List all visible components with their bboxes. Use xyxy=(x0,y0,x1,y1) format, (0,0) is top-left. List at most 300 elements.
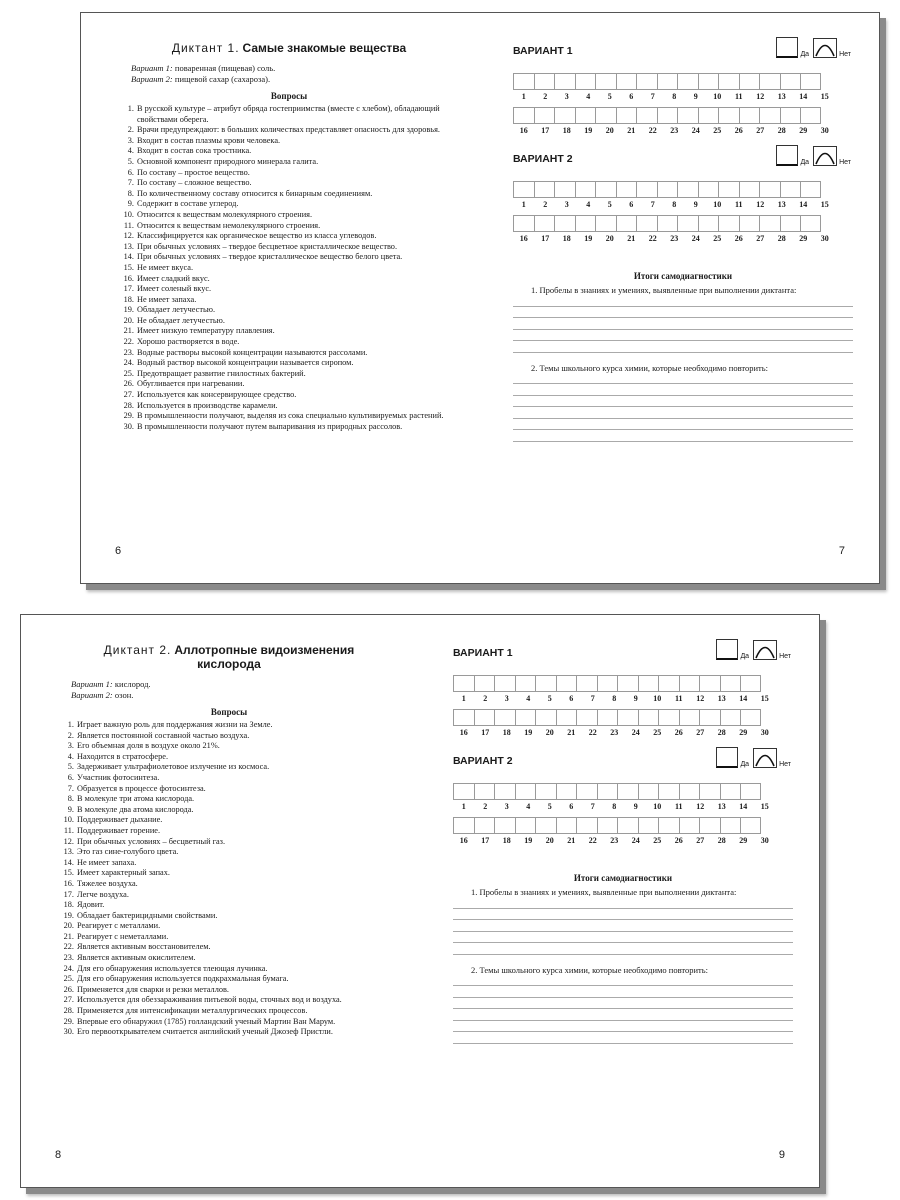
answer-line[interactable] xyxy=(453,1032,793,1044)
answer-cell[interactable] xyxy=(515,817,536,834)
answer-cell[interactable] xyxy=(515,709,536,726)
answer-line[interactable] xyxy=(513,407,853,419)
answer-line[interactable] xyxy=(513,384,853,396)
answer-cell[interactable] xyxy=(638,675,659,692)
answer-cell[interactable] xyxy=(780,73,801,90)
answer-cell[interactable] xyxy=(679,675,700,692)
grid-number: 5 xyxy=(607,92,612,101)
answer-cell[interactable] xyxy=(453,783,474,800)
answer-cell[interactable] xyxy=(698,107,719,124)
question-item xyxy=(59,879,399,890)
answer-cell[interactable] xyxy=(616,73,637,90)
answer-cell[interactable] xyxy=(453,817,474,834)
grid-number: 19 xyxy=(524,728,533,737)
answer-cell[interactable] xyxy=(636,181,657,198)
answer-cell[interactable] xyxy=(556,675,577,692)
grid-number: 15 xyxy=(760,694,769,703)
grid-number: 28 xyxy=(777,126,786,135)
legend-no: Нет xyxy=(839,159,851,166)
question-text: Реагирует с металлами. xyxy=(77,921,161,931)
grid-number: 19 xyxy=(584,234,593,243)
legend-yes: Да xyxy=(800,51,810,58)
answer-cell[interactable] xyxy=(534,107,555,124)
answer-cell[interactable] xyxy=(800,215,821,232)
answer-cell[interactable] xyxy=(474,817,495,834)
answer-cell[interactable] xyxy=(739,181,760,198)
grid-number: 16 xyxy=(519,234,528,243)
question-item xyxy=(119,104,459,125)
answer-line[interactable] xyxy=(513,396,853,408)
answer-line[interactable] xyxy=(453,986,793,998)
answer-grid-row1[interactable] xyxy=(513,181,853,198)
grid-number: 8 xyxy=(612,802,617,811)
grid-number: 1 xyxy=(461,694,466,703)
left-page xyxy=(59,643,399,1038)
variant-descriptions xyxy=(71,679,399,701)
grid-number: 23 xyxy=(610,836,619,845)
grid-number: 2 xyxy=(483,802,488,811)
answer-cell[interactable] xyxy=(597,817,618,834)
answer-cell[interactable] xyxy=(575,73,596,90)
grid-number: 10 xyxy=(713,92,722,101)
answer-cell[interactable] xyxy=(554,181,575,198)
answer-cell[interactable] xyxy=(657,107,678,124)
answer-line[interactable] xyxy=(453,897,793,909)
answer-cell[interactable] xyxy=(698,215,719,232)
answer-cell[interactable] xyxy=(616,181,637,198)
grid-numbers-row2 xyxy=(453,836,793,845)
answer-cell[interactable] xyxy=(718,107,739,124)
answer-cell[interactable] xyxy=(494,783,515,800)
question-number: 24. xyxy=(123,358,134,368)
question-item xyxy=(59,784,399,795)
answer-cell[interactable] xyxy=(595,181,616,198)
question-item xyxy=(59,1027,399,1038)
grid-number: 4 xyxy=(586,200,591,209)
question-item xyxy=(119,348,459,359)
grid-number: 29 xyxy=(799,234,808,243)
question-text: По составу – простое вещество. xyxy=(137,167,250,177)
answer-grid-row1[interactable] xyxy=(453,675,793,692)
answer-line[interactable] xyxy=(513,295,853,307)
variant1-label: Вариант 1: xyxy=(71,679,113,689)
answer-cell[interactable] xyxy=(576,675,597,692)
grid-number: 8 xyxy=(672,200,677,209)
question-text: Ядовит. xyxy=(77,900,105,910)
answer-grid-row1[interactable] xyxy=(513,73,853,90)
answer-cell[interactable] xyxy=(759,107,780,124)
question-number: 24. xyxy=(63,963,74,973)
answer-line[interactable] xyxy=(513,330,853,342)
page-number-left: 6 xyxy=(115,545,122,557)
question-item xyxy=(119,284,459,295)
answer-line[interactable] xyxy=(513,318,853,330)
answer-grid-row2[interactable] xyxy=(453,817,793,834)
answer-legend xyxy=(776,37,851,58)
question-number: 16. xyxy=(123,273,134,283)
legend-no: Нет xyxy=(779,653,791,660)
question-item xyxy=(59,815,399,826)
grid-number: 8 xyxy=(672,92,677,101)
answer-cell[interactable] xyxy=(576,783,597,800)
answer-cell[interactable] xyxy=(638,817,659,834)
question-number: 26. xyxy=(123,379,134,389)
question-item xyxy=(59,900,399,911)
answer-cell[interactable] xyxy=(739,73,760,90)
question-number: 25. xyxy=(63,974,74,984)
legend-no: Нет xyxy=(839,51,851,58)
grid-number: 6 xyxy=(569,802,574,811)
question-text: Обладает летучестью. xyxy=(137,305,216,315)
answer-cell[interactable] xyxy=(718,73,739,90)
answer-cell[interactable] xyxy=(513,107,534,124)
question-number: 22. xyxy=(63,942,74,952)
answer-cell[interactable] xyxy=(535,709,556,726)
variant1-title: ВАРИАНТ 1 xyxy=(513,45,573,57)
question-item xyxy=(59,773,399,784)
grid-number: 17 xyxy=(481,836,490,845)
question-item xyxy=(59,921,399,932)
grid-number: 19 xyxy=(584,126,593,135)
question-text: Не имеет запаха. xyxy=(77,857,137,867)
grid-number: 14 xyxy=(739,694,748,703)
answer-cell[interactable] xyxy=(718,181,739,198)
question-item xyxy=(119,422,459,433)
grid-number: 9 xyxy=(633,694,638,703)
answer-cell[interactable] xyxy=(677,107,698,124)
answer-cell[interactable] xyxy=(617,817,638,834)
answer-cell[interactable] xyxy=(658,817,679,834)
answer-cell[interactable] xyxy=(494,817,515,834)
left-page xyxy=(119,41,459,432)
question-item xyxy=(119,125,459,136)
grid-number: 5 xyxy=(547,694,552,703)
answer-cell[interactable] xyxy=(720,675,741,692)
answer-cell[interactable] xyxy=(638,783,659,800)
yes-box-icon xyxy=(716,747,738,768)
question-text: Образуется в процессе фотосинтеза. xyxy=(77,783,206,793)
answer-cell[interactable] xyxy=(679,709,700,726)
answer-cell[interactable] xyxy=(595,73,616,90)
answer-cell[interactable] xyxy=(800,181,821,198)
answer-cell[interactable] xyxy=(636,215,657,232)
answer-grid-row2[interactable] xyxy=(513,107,853,124)
answer-cell[interactable] xyxy=(616,107,637,124)
answer-cell[interactable] xyxy=(617,783,638,800)
answer-line[interactable] xyxy=(513,373,853,385)
answer-cell[interactable] xyxy=(535,817,556,834)
answer-cell[interactable] xyxy=(556,817,577,834)
grid-number: 27 xyxy=(756,126,765,135)
answer-cell[interactable] xyxy=(575,215,596,232)
variant2-label: Вариант 2: xyxy=(131,74,173,84)
answer-cell[interactable] xyxy=(575,107,596,124)
question-item xyxy=(59,890,399,901)
answer-cell[interactable] xyxy=(513,215,534,232)
grid-number: 30 xyxy=(820,234,829,243)
answer-line[interactable] xyxy=(513,419,853,431)
grid-number: 17 xyxy=(481,728,490,737)
answer-line[interactable] xyxy=(453,998,793,1010)
answer-cell[interactable] xyxy=(718,215,739,232)
answer-cell[interactable] xyxy=(535,783,556,800)
answer-cell[interactable] xyxy=(554,107,575,124)
answer-cell[interactable] xyxy=(636,107,657,124)
grid-number: 13 xyxy=(717,694,726,703)
answer-line[interactable] xyxy=(453,975,793,987)
grid-number: 4 xyxy=(526,802,531,811)
question-text: Используется для обеззараживания питьевой воды, сточных вод и воздуха. xyxy=(77,995,342,1005)
answer-cell[interactable] xyxy=(759,181,780,198)
question-item xyxy=(119,316,459,327)
answer-line[interactable] xyxy=(513,430,853,442)
variant2-title: ВАРИАНТ 2 xyxy=(513,153,573,165)
answer-cell[interactable] xyxy=(720,709,741,726)
answer-cell[interactable] xyxy=(556,709,577,726)
question-text: Используется как консервирующее средство. xyxy=(137,390,297,400)
legend-yes: Да xyxy=(740,653,750,660)
grid-number: 18 xyxy=(502,836,511,845)
answer-cell[interactable] xyxy=(597,675,618,692)
answer-cell[interactable] xyxy=(513,73,534,90)
question-number: 13. xyxy=(63,847,74,857)
grid-number: 21 xyxy=(567,836,576,845)
grid-number: 7 xyxy=(650,200,655,209)
question-number: 1. xyxy=(127,104,134,113)
question-item xyxy=(59,942,399,953)
no-arch-icon xyxy=(753,748,777,768)
answer-cell[interactable] xyxy=(515,675,536,692)
answer-cell[interactable] xyxy=(636,73,657,90)
answer-legend xyxy=(716,747,791,768)
answer-cell[interactable] xyxy=(515,783,536,800)
answer-cell[interactable] xyxy=(617,709,638,726)
answer-cell[interactable] xyxy=(759,215,780,232)
grid-number: 6 xyxy=(569,694,574,703)
question-number: 29. xyxy=(123,411,134,421)
question-item xyxy=(59,805,399,816)
answer-cell[interactable] xyxy=(638,709,659,726)
yes-box-icon xyxy=(776,37,798,58)
grid-numbers-row1 xyxy=(453,694,793,703)
answer-cell[interactable] xyxy=(535,675,556,692)
answer-cell[interactable] xyxy=(739,215,760,232)
answer-cell[interactable] xyxy=(679,783,700,800)
answer-cell[interactable] xyxy=(575,181,596,198)
answer-cell[interactable] xyxy=(595,215,616,232)
question-number: 9. xyxy=(127,199,134,209)
grid-number: 28 xyxy=(717,836,726,845)
answer-lines-2[interactable] xyxy=(513,373,853,442)
question-number: 25. xyxy=(123,368,134,378)
answer-cell[interactable] xyxy=(513,181,534,198)
answer-grid-row2[interactable] xyxy=(453,709,793,726)
question-text: Имеет низкую температуру плавления. xyxy=(137,326,275,336)
answer-cell[interactable] xyxy=(698,73,719,90)
answer-grid-row2[interactable] xyxy=(513,215,853,232)
answer-cell[interactable] xyxy=(699,817,720,834)
question-number: 15. xyxy=(123,262,134,272)
grid-number: 29 xyxy=(799,126,808,135)
answer-cell[interactable] xyxy=(780,107,801,124)
answer-cell[interactable] xyxy=(494,709,515,726)
answer-cell[interactable] xyxy=(474,675,495,692)
answer-cell[interactable] xyxy=(554,73,575,90)
question-text: Обладает бактерицидными свойствами. xyxy=(77,910,218,920)
answer-cell[interactable] xyxy=(617,675,638,692)
answer-grid-row1[interactable] xyxy=(453,783,793,800)
answer-cell[interactable] xyxy=(677,73,698,90)
question-item xyxy=(59,762,399,773)
diagnostics-heading: Итоги самодиагностики xyxy=(573,873,673,883)
answer-cell[interactable] xyxy=(739,107,760,124)
legend-yes: Да xyxy=(740,761,750,768)
answer-cell[interactable] xyxy=(597,783,618,800)
answer-lines-1[interactable] xyxy=(453,897,793,955)
answer-cell[interactable] xyxy=(556,783,577,800)
grid-number: 26 xyxy=(674,836,683,845)
answer-cell[interactable] xyxy=(658,709,679,726)
grid-number: 17 xyxy=(541,234,550,243)
legend-no: Нет xyxy=(779,761,791,768)
yes-box-icon xyxy=(716,639,738,660)
question-item xyxy=(119,379,459,390)
grid-number: 30 xyxy=(760,836,769,845)
answer-cell[interactable] xyxy=(576,709,597,726)
question-text: Врачи предупреждают: в больших количествах представляет опасность для здоровья. xyxy=(137,125,440,135)
answer-cell[interactable] xyxy=(595,107,616,124)
answer-cell[interactable] xyxy=(534,73,555,90)
grid-number: 23 xyxy=(670,126,679,135)
answer-line[interactable] xyxy=(453,932,793,944)
answer-cell[interactable] xyxy=(658,675,679,692)
no-arch-icon xyxy=(813,146,837,166)
question-item xyxy=(119,157,459,168)
question-number: 6. xyxy=(67,772,74,782)
answer-cell[interactable] xyxy=(720,817,741,834)
answer-cell[interactable] xyxy=(679,817,700,834)
grid-number: 22 xyxy=(588,728,597,737)
answer-line[interactable] xyxy=(453,1009,793,1021)
answer-cell[interactable] xyxy=(740,675,761,692)
grid-number: 27 xyxy=(756,234,765,243)
answer-cell[interactable] xyxy=(699,783,720,800)
answer-cell[interactable] xyxy=(780,181,801,198)
answer-cell[interactable] xyxy=(699,709,720,726)
grid-number: 18 xyxy=(562,234,571,243)
question-text: Является постоянной составной частью воздуха. xyxy=(77,730,250,740)
question-text: Не имеет запаха. xyxy=(137,294,197,304)
grid-number: 20 xyxy=(545,836,554,845)
answer-cell[interactable] xyxy=(534,181,555,198)
grid-number: 18 xyxy=(562,126,571,135)
answer-cell[interactable] xyxy=(534,215,555,232)
answer-cell[interactable] xyxy=(616,215,637,232)
answer-legend xyxy=(716,639,791,660)
answer-cell[interactable] xyxy=(576,817,597,834)
question-item xyxy=(119,263,459,274)
answer-line[interactable] xyxy=(513,341,853,353)
question-item xyxy=(59,1017,399,1028)
grid-number: 1 xyxy=(461,802,466,811)
answer-line[interactable] xyxy=(453,909,793,921)
question-item xyxy=(59,720,399,731)
question-text: При обычных условиях – бесцветный газ. xyxy=(77,836,226,846)
question-text: В промышленности получают, выделяя из сока специально культивируемых растений. xyxy=(137,411,444,421)
answer-cell[interactable] xyxy=(494,675,515,692)
answer-cell[interactable] xyxy=(677,215,698,232)
question-number: 17. xyxy=(63,889,74,899)
answer-cell[interactable] xyxy=(800,73,821,90)
question-item xyxy=(59,953,399,964)
answer-cell[interactable] xyxy=(474,783,495,800)
answer-cell[interactable] xyxy=(474,709,495,726)
dictation-title xyxy=(119,41,459,55)
question-number: 3. xyxy=(67,741,74,751)
question-number: 28. xyxy=(63,1006,74,1016)
answer-lines-2[interactable] xyxy=(453,975,793,1044)
question-item xyxy=(119,295,459,306)
grid-number: 23 xyxy=(670,234,679,243)
answer-cell[interactable] xyxy=(677,181,698,198)
answer-cell[interactable] xyxy=(740,709,761,726)
question-text: Водные растворы высокой концентрации называются рассолами. xyxy=(137,347,368,357)
answer-cell[interactable] xyxy=(597,709,618,726)
answer-cell[interactable] xyxy=(657,73,678,90)
answer-line[interactable] xyxy=(513,307,853,319)
question-item xyxy=(59,911,399,922)
variant2-text: пищевой сахар (сахароза). xyxy=(174,74,271,84)
answer-cell[interactable] xyxy=(698,181,719,198)
answer-cell[interactable] xyxy=(657,215,678,232)
answer-cell[interactable] xyxy=(453,709,474,726)
answer-cell[interactable] xyxy=(720,783,741,800)
grid-numbers-row1 xyxy=(513,92,853,101)
answer-cell[interactable] xyxy=(453,675,474,692)
grid-number: 15 xyxy=(760,802,769,811)
question-text: В промышленности получают путем выпаривания из природных рассолов. xyxy=(137,421,403,431)
question-number: 17. xyxy=(123,284,134,294)
question-number: 4. xyxy=(67,751,74,761)
answer-cell[interactable] xyxy=(800,107,821,124)
grid-number: 21 xyxy=(627,234,636,243)
question-number: 21. xyxy=(123,326,134,336)
answer-cell[interactable] xyxy=(740,817,761,834)
answer-cell[interactable] xyxy=(554,215,575,232)
answer-cell[interactable] xyxy=(699,675,720,692)
grid-number: 8 xyxy=(612,694,617,703)
grid-number: 13 xyxy=(777,92,786,101)
page-number-left: 8 xyxy=(55,1149,62,1161)
question-text: Имеет характерный запах. xyxy=(77,868,170,878)
answer-line[interactable] xyxy=(453,1021,793,1033)
question-item xyxy=(119,401,459,412)
grid-number: 12 xyxy=(756,92,765,101)
question-number: 7. xyxy=(127,178,134,188)
answer-cell[interactable] xyxy=(759,73,780,90)
answer-cell[interactable] xyxy=(780,215,801,232)
answer-line[interactable] xyxy=(453,920,793,932)
answer-cell[interactable] xyxy=(740,783,761,800)
question-number: 19. xyxy=(123,305,134,315)
answer-cell[interactable] xyxy=(658,783,679,800)
answer-line[interactable] xyxy=(453,943,793,955)
grid-number: 16 xyxy=(519,126,528,135)
question-text: Реагирует с неметаллами. xyxy=(77,931,169,941)
grid-number: 28 xyxy=(717,728,726,737)
answer-cell[interactable] xyxy=(657,181,678,198)
answer-lines-1[interactable] xyxy=(513,295,853,353)
